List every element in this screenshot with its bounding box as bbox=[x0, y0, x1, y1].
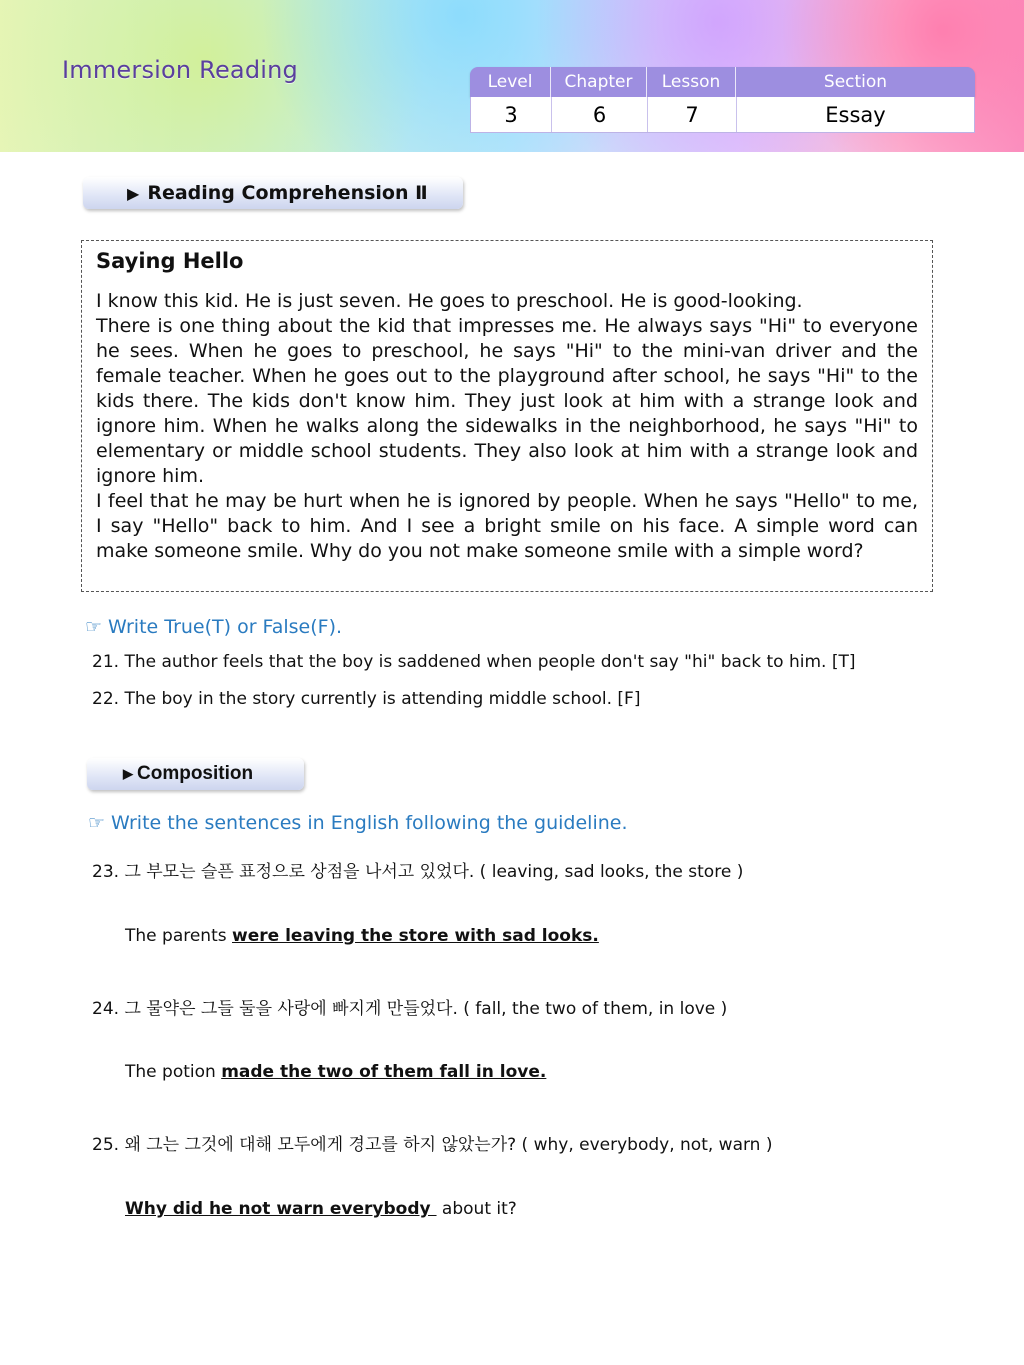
play-triangle-icon: ▶ bbox=[123, 766, 133, 781]
section-value: Essay bbox=[825, 102, 886, 127]
header-banner bbox=[0, 0, 1024, 152]
question-22: 22. The boy in the story currently is attending middle school. [F] bbox=[92, 689, 641, 709]
lesson-header: Lesson bbox=[647, 67, 736, 97]
lesson-value: 7 bbox=[648, 97, 737, 132]
level-value: 3 bbox=[471, 97, 552, 132]
answer-prefix: The potion bbox=[125, 1062, 222, 1082]
composition-prompt-25: 25. 왜 그는 그것에 대해 모두에게 경고를 하지 않았는가? ( why, everybody, not, warn ) bbox=[92, 1135, 773, 1155]
composition-prompt-24: 24. 그 물약은 그들 둘을 사랑에 빠지게 만들었다. ( fall, the two of them, in love ) bbox=[92, 999, 728, 1019]
level-header: Level bbox=[470, 67, 551, 97]
composition-instruction bbox=[88, 812, 628, 834]
answer-underlined: made the two of them fall in love. bbox=[221, 1062, 547, 1082]
pointing-hand-icon: ☞ bbox=[88, 812, 106, 834]
true-false-instruction-text: Write True(T) or False(F). bbox=[108, 616, 343, 638]
composition-answer-23 bbox=[125, 926, 599, 946]
chapter-value: 6 bbox=[552, 97, 648, 132]
story-paragraph: I feel that he may be hurt when he is ignored by people. When he says "Hello" to me, I say "Hello" back to him. And I see a bright smile on his face. A simple word can make someone smile. Why do you not make someone smile with a simple word? bbox=[96, 490, 918, 562]
reading-comprehension-label: Reading Comprehension Ⅱ bbox=[147, 182, 428, 204]
composition-label: Composition bbox=[137, 763, 254, 784]
composition-answer-24 bbox=[125, 1062, 546, 1082]
answer-underlined: Why did he not warn everybody bbox=[125, 1199, 437, 1219]
story-paragraph: There is one thing about the kid that impresses me. He always says "Hi" to everyone he sees. When he goes to preschool, he says "Hi" to the mini-van driver and the female teacher. When he goes out to the playground after school, he says "Hi" to the kids there. The kids don't know him. They just look at him with a strange look and ignore him. When he walks along the sidewalks in the neighborhood, he says "Hi" to elementary or middle school students. They also look at him with a strange look and ignore him. bbox=[96, 315, 918, 487]
question-21: 21. The author feels that the boy is saddened when people don't say "hi" back to him. [T] bbox=[92, 652, 856, 672]
section-header: Section bbox=[823, 72, 888, 92]
answer-suffix: about it? bbox=[436, 1199, 517, 1219]
story-title: Saying Hello bbox=[96, 249, 244, 273]
story-box bbox=[81, 240, 933, 592]
true-false-instruction bbox=[85, 616, 342, 638]
pointing-hand-icon: ☞ bbox=[85, 616, 103, 638]
answer-prefix: The parents bbox=[125, 926, 233, 946]
answer-underlined: were leaving the store with sad looks. bbox=[232, 926, 599, 946]
lesson-info-header bbox=[470, 67, 975, 97]
story-paragraph: I know this kid. He is just seven. He goes to preschool. He is good-looking. bbox=[96, 290, 803, 312]
composition-tab bbox=[87, 758, 304, 790]
composition-answer-25 bbox=[125, 1199, 517, 1219]
composition-prompt-23: 23. 그 부모는 슬픈 표정으로 상점을 나서고 있었다. ( leaving, sad looks, the store ) bbox=[92, 862, 744, 882]
composition-instruction-text: Write the sentences in English following the guideline. bbox=[111, 812, 628, 834]
lesson-info-table bbox=[470, 67, 975, 133]
brand-title: Immersion Reading bbox=[62, 56, 298, 84]
reading-comprehension-tab bbox=[83, 177, 463, 209]
play-triangle-icon: ▶ bbox=[127, 183, 140, 203]
lesson-info-values bbox=[470, 97, 975, 133]
chapter-header: Chapter bbox=[551, 67, 647, 97]
